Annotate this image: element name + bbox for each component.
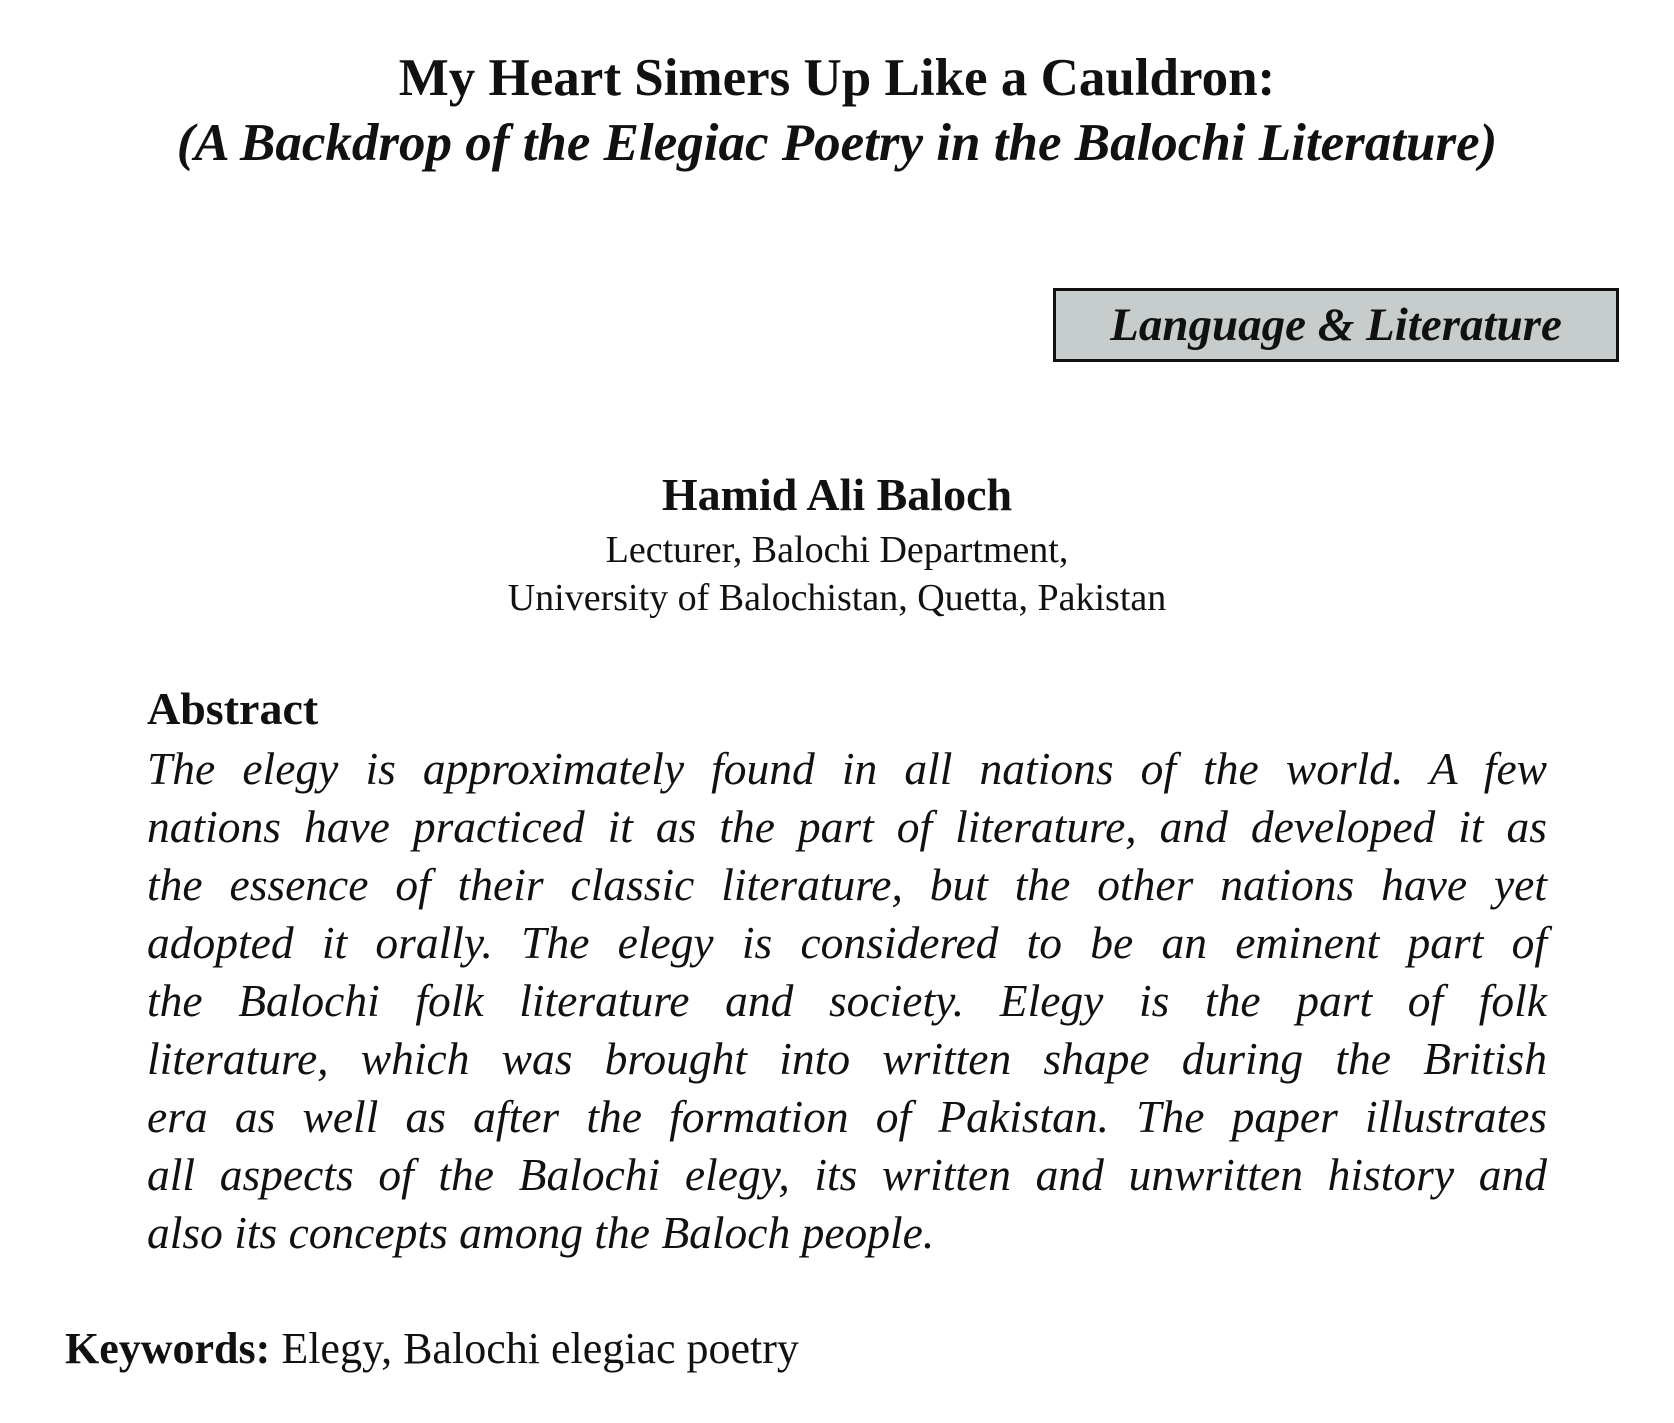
abstract-line: also its concepts among the Baloch people. xyxy=(147,1207,935,1258)
category-badge: Language & Literature xyxy=(1053,288,1619,362)
keywords-label: Keywords: xyxy=(65,1324,271,1373)
abstract-line: all aspects of the Balochi elegy, its written and unwritten history and xyxy=(147,1149,1547,1200)
author-name: Hamid Ali Baloch xyxy=(661,469,1013,520)
abstract-line: adopted it orally. The elegy is considered to be an eminent part of xyxy=(147,917,1547,968)
abstract-line: the essence of their classic literature, but the other nations have yet xyxy=(147,859,1547,910)
abstract-line: nations have practiced it as the part of literature, and developed it as xyxy=(147,801,1547,852)
keywords xyxy=(65,1322,799,1376)
keywords-value: Elegy, Balochi elegiac poetry xyxy=(270,1324,799,1373)
abstract-line: The elegy is approximately found in all nations of the world. A few xyxy=(147,743,1547,794)
abstract-line: era as well as after the formation of Pakistan. The paper illustrates xyxy=(147,1091,1547,1142)
abstract-body xyxy=(147,740,1547,1262)
abstract-line: literature, which was brought into written shape during the British xyxy=(147,1033,1547,1084)
abstract-line: the Balochi folk literature and society. Elegy is the part of folk xyxy=(147,975,1547,1026)
author-affiliation-line2: University of Balochistan, Quetta, Pakistan xyxy=(507,577,1167,619)
abstract-heading: Abstract xyxy=(147,683,319,734)
paper-subtitle: (A Backdrop of the Elegiac Poetry in the Balochi Literature) xyxy=(176,114,1498,172)
author-affiliation-line1: Lecturer, Balochi Department, xyxy=(605,529,1069,571)
paper-title: My Heart Simers Up Like a Cauldron: xyxy=(398,49,1276,107)
